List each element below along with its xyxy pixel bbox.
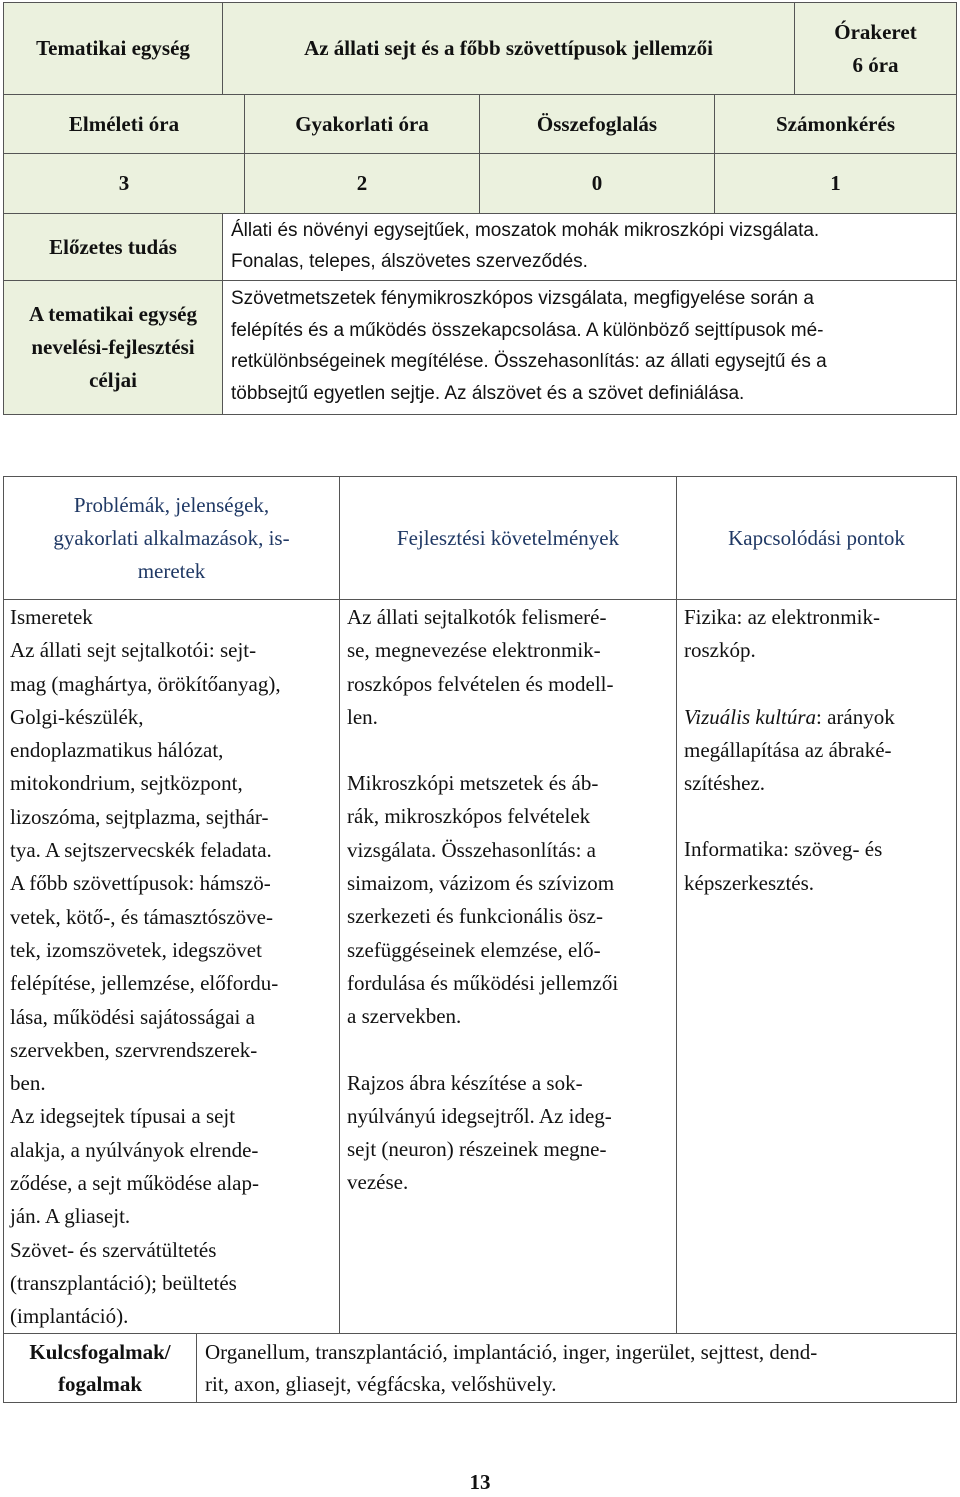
lesson-type-theory: Elméleti óra [3,94,245,154]
prior-knowledge-label-cell: Előzetes tudás [3,213,223,281]
goals-line: retkülönbségeinek megítélése. Összehasonlítás: az állati egysejtű és a [231,351,827,372]
header-requirements: Fejlesztési követelmények [339,476,677,600]
prior-line: Állati és növényi egysejtűek, moszatok mohák mikroszkópi vizsgálata. [231,220,820,241]
lesson-type-summary: Összefoglalás [479,94,715,154]
lesson-type-assessment: Számonkérés [714,94,957,154]
header-problems: Problémák, jelenségek, gyakorlati alkalmazások, is- meretek [3,476,340,600]
unit-label-cell [3,2,223,95]
hours-theory: 3 [3,153,245,214]
goals-cell [222,280,957,415]
page-number: 13 [469,1470,491,1494]
lesson-type-practice: Gyakorlati óra [244,94,480,154]
unit-title-cell [222,2,795,95]
hours-summary: 0 [479,153,715,214]
header-connections: Kapcsolódási pontok [676,476,957,600]
goals-label-cell: A tematikai egység nevelési-fejlesztési céljai [3,280,223,415]
hours-cell [794,2,957,95]
hours-label: Órakeret [834,19,917,44]
prior-line: Fonalas, telepes, álszövetes szerveződés. [231,251,588,272]
keywords-cell: Organellum, transzplantáció, implantáció, inger, ingerület, sejttest, dend- rit, axon, gliasejt, végfácska, velőshüvely. [196,1333,957,1403]
keywords-label-cell: Kulcsfogalmak/ fogalmak [3,1333,197,1403]
knowledge-heading: Ismeretek [10,605,93,629]
informatics-link: Informatika: szöveg- és [684,837,883,862]
connections-text: Fizika: az elektronmik- roszkóp. Vizuális kultúra: arányok megállapítása az ábraké- szítéshez. Informatika: szöveg- és képszerkesztés. [684,601,895,900]
hours-value: 6 óra [852,52,899,77]
hours-practice: 2 [244,153,480,214]
unit-label: Tematikai egység [36,36,190,60]
goals-line: Szövetmetszetek fénymikroszkópos vizsgálata, megfigyelése során a [231,288,814,309]
problems-text: Ismeretek Az állati sejt sejtalkotói: sejt- mag (maghártya, örökítőanyag), Golgi-készülék, endoplazmatikus hálózat, mitokondrium, sejtközpont, lizoszóma, sejtplazma, sejthár- tya. A sejtszervecskék feladata. A főbb szövettípusok: hámszö- vetek, kötő-, és támasztószöve- tek, izomszövetek, idegszövet felépítése, jellemzése, előfordu- lása, működési sajátosságai a szervekben, szervrendszerek- ben. Az idegsejtek típusai a sejt alakja, a nyúlványok elrende- ződése, a sejt működése alap- ján. A gliasejt. Szövet- és szervátültetés (transzplantáció); beültetés (implantáció). [10,601,281,1334]
goals-line: többsejtű egyetlen sejtje. Az álszövet és a szövet definiálása. [231,382,745,404]
unit-title: Az állati sejt és a főbb szövettípusok jellemzői [304,36,713,60]
prior-knowledge-cell [222,213,957,281]
hours-assessment: 1 [714,153,957,214]
physics-link: Fizika: az elektronmik- [684,605,880,629]
goals-line: felépítés és a működés összekapcsolása. A különböző sejttípusok mé- [231,319,824,341]
visual-culture-link: Vizuális kultúra: arányok [684,704,895,729]
requirements-text: Az állati sejtalkotók felismeré- se, megnevezése elektronmik- roszkópos felvételen és modell- len. Mikroszkópi metszetek és áb- rák, mikroszkópos felvételek vizsgálata. Összehasonlítás: a simaizom, vázizom és szívizom szerkezeti és funkcionális ösz- szefüggéseinek elemzése, elő- fordulása és működési jellemzői a szervekben. Rajzos ábra készítése a sok- nyúlványú idegsejtről. Az ideg- sejt (neuron) részeinek megne- vezése. [347,605,619,1195]
